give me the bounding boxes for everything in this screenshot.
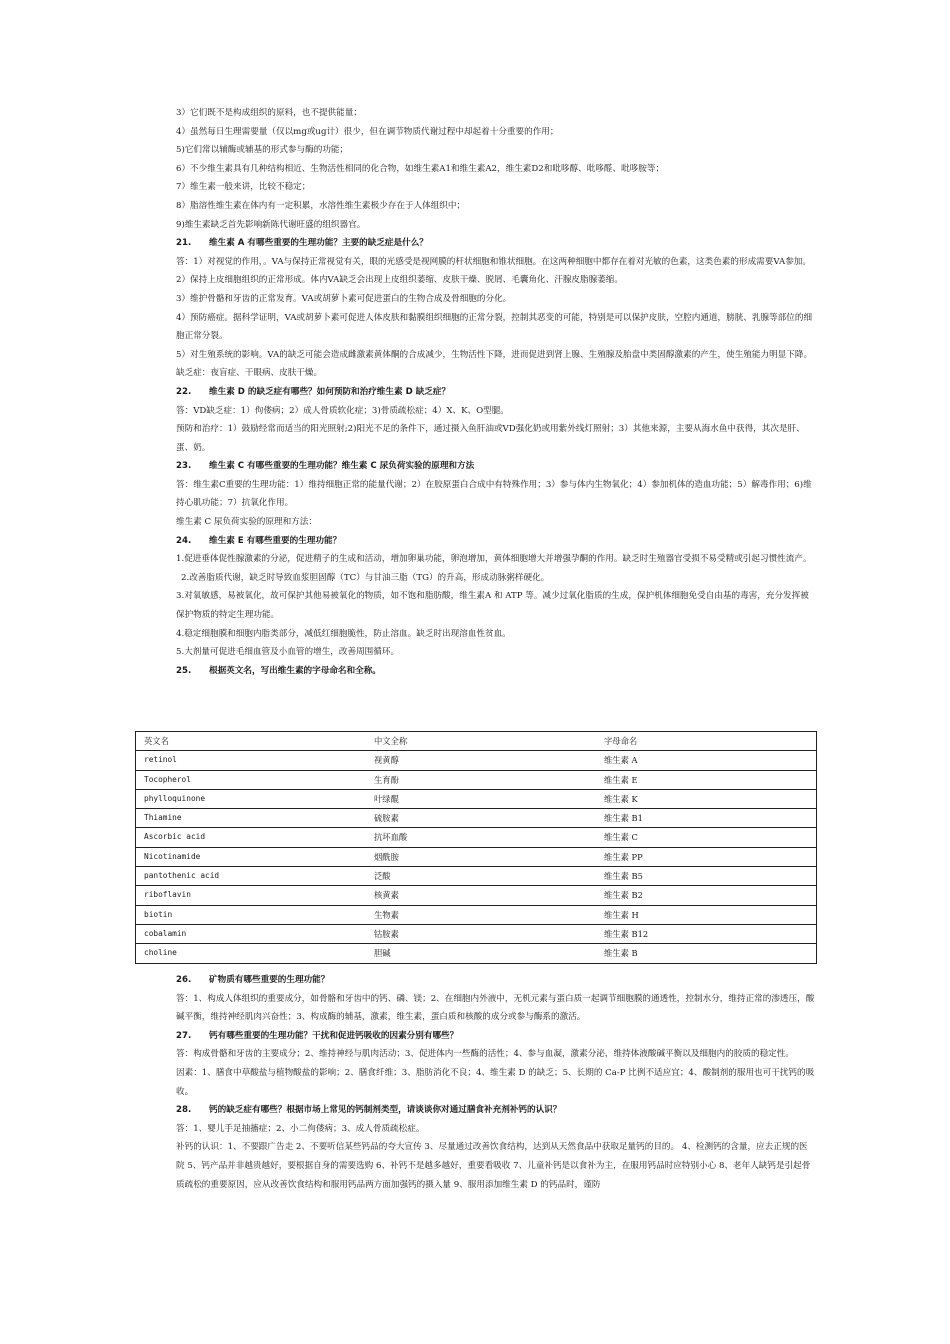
paragraph: 4）虽然每日生理需要量（仅以mg或ug计）很少，但在调节物质代谢过程中却起着十分重要的作用；	[176, 126, 559, 137]
answer-paragraph: 因素：1、膳食中草酸盐与植物酸盐的影响；2、膳食纤维；3、脂肪消化不良；4、维生素 D 的缺乏；5、长期的 Ca-P 比例不适应宜；4、酸制剂的服用也可干扰钙的吸收。	[176, 1067, 815, 1097]
english-name-cell: phylloquinone	[136, 789, 367, 808]
question-heading-21	[176, 234, 816, 253]
letter-name-cell: 维生素 B1	[596, 809, 817, 828]
question-title: 钙有哪些重要的生理功能？干扰和促进钙吸收的因素分别有哪些？	[209, 1030, 459, 1041]
english-name-cell: riboflavin	[136, 886, 367, 905]
question-number: 24.	[176, 535, 192, 546]
answer-paragraph: 答：1、构成人体组织的重要成分，如骨骼和牙齿中的钙、磷、镁；2、在细胞内外液中，无机元素与蛋白质一起调节细胞膜的通透性，控制水分，维持正常的渗透压，酸碱平衡，维持神经肌肉兴奋性；3、构成酶的辅基，激素，维生素，蛋白质和核酸的成分或参与酶系的激活。	[176, 993, 815, 1023]
table-row	[136, 789, 817, 808]
paragraph: 3）它们既不是构成组织的原料，也不提供能量；	[176, 108, 362, 118]
table-row	[136, 751, 817, 770]
table-row	[136, 847, 817, 866]
chinese-name-cell: 叶绿醌	[366, 789, 596, 808]
letter-name-cell: 维生素 B	[596, 944, 817, 963]
answer-paragraph: 答：维生素C重要的生理功能：1）维持细胞正常的能量代谢；2）在胶原蛋白合成中有特殊作用；3）参与体内生物氧化；4）参加机体的造血功能；5）解毒作用；6)维持心肌功能；7）抗氧化作用。	[176, 479, 812, 509]
chinese-name-cell: 生物素	[366, 905, 596, 924]
paragraph: 6）不少维生素具有几种结构相近、生物活性相同的化合物，如维生素A1和维生素A2，维生素D2和吡哆醇、吡哆醛、吡哆胺等；	[176, 163, 665, 174]
answer-paragraph: 4.稳定细胞膜和细胞内脂类部分，减低红细胞脆性，防止溶血。缺乏时出现溶血性贫血。	[176, 628, 511, 639]
table-row	[136, 828, 817, 847]
paragraph: 8）脂溶性维生素在体内有一定积累，水溶性维生素极少存在于人体组织中；	[176, 200, 466, 211]
question-heading-25	[176, 662, 816, 681]
english-name-cell: Thiamine	[136, 809, 367, 828]
question-number: 23.	[176, 461, 192, 472]
letter-name-cell: 维生素 B12	[596, 924, 817, 943]
document-body	[176, 104, 816, 680]
question-number: 25.	[176, 665, 192, 676]
answer-paragraph: 5.大剂量可促进毛细血管及小血管的增生，改善周围循环。	[176, 647, 400, 658]
question-heading-24	[176, 532, 816, 551]
answer-paragraph: 4）预防癌症。据科学证明，VA或胡萝卜素可促进人体皮肤和黏膜组织细胞的正常分裂，控制其恶变的可能，特别是可以保护皮肤，空腔内通道，膀胱、乳腺等部位的细胞正常分裂。	[176, 312, 813, 342]
question-title: 维生素 D 的缺乏症有哪些？如何预防和治疗维生素 D 缺乏症？	[209, 386, 451, 397]
answer-paragraph: 3）维护骨骼和牙齿的正常发育。VA或胡萝卜素可促进蛋白的生物合成及骨细胞的分化。	[176, 293, 512, 304]
answer-paragraph: 答：1）对视觉的作用，。VA与保持正常视觉有关，眼的光感受是视网膜的杆状细胞和锥状细胞。在这两种细胞中都存在着对光敏的色素，这类色素的形成需要VA参加。	[176, 256, 811, 267]
chinese-name-cell: 视黄醇	[366, 751, 596, 770]
letter-name-cell: 维生素 E	[596, 770, 817, 789]
question-number: 28.	[176, 1105, 192, 1116]
question-number: 22.	[176, 386, 192, 397]
chinese-name-cell: 钴胺素	[366, 924, 596, 943]
question-title: 维生素 E 有哪些重要的生理功能？	[209, 535, 342, 546]
letter-name-cell: 维生素 C	[596, 828, 817, 847]
answer-paragraph: 答：1、婴儿手足抽搐症；2、小二佝偻病；3、成人骨质疏松症。	[176, 1123, 425, 1134]
paragraph: 9)维生素缺乏首先影响新陈代谢旺盛的组织器官。	[176, 219, 366, 230]
english-name-cell: Nicotinamide	[136, 847, 367, 866]
chinese-name-cell: 硫胺素	[366, 809, 596, 828]
paragraph: 7）维生素一般来讲，比较不稳定；	[176, 182, 311, 193]
english-name-cell: pantothenic acid	[136, 867, 367, 886]
question-heading-27	[176, 1027, 816, 1046]
question-number: 27.	[176, 1030, 192, 1041]
column-header: 英文名	[136, 732, 367, 751]
table-row	[136, 770, 817, 789]
letter-name-cell: 维生素 K	[596, 789, 817, 808]
vitamin-table	[135, 731, 817, 964]
table-row	[136, 867, 817, 886]
answer-paragraph: 2）保持上皮细胞组织的正常形成。体内VA缺乏会出现上皮组织萎缩、皮肤干燥、脱屑、毛囊角化、汗腺皮脂腺萎缩。	[176, 275, 623, 286]
letter-name-cell: 维生素 B5	[596, 867, 817, 886]
question-title: 钙的缺乏症有哪些？根据市场上常见的钙制剂类型，请谈谈你对通过膳食补充剂补钙的认识？	[209, 1105, 562, 1116]
english-name-cell: retinol	[136, 751, 367, 770]
question-number: 21.	[176, 238, 192, 249]
document-body-continued	[176, 971, 816, 1194]
answer-paragraph: 1.促进垂体促性腺激素的分泌，促进精子的生成和活动，增加卵巢功能，卵泡增加，黄体细胞增大并增强孕酮的作用。缺乏时生殖器官受损不易受精或引起习惯性流产。	[176, 554, 812, 565]
english-name-cell: Tocopherol	[136, 770, 367, 789]
table-row	[136, 809, 817, 828]
letter-name-cell: 维生素 B2	[596, 886, 817, 905]
chinese-name-cell: 抗坏血酸	[366, 828, 596, 847]
english-name-cell: cobalamin	[136, 924, 367, 943]
answer-paragraph: 答：构成骨骼和牙齿的主要成分；2、维持神经与肌肉活动；3、促进体内一些酶的活性；4、参与血凝，激素分泌，维持体液酸碱平衡以及细胞内的胶质的稳定性。	[176, 1049, 794, 1060]
table-row	[136, 924, 817, 943]
chinese-name-cell: 核黄素	[366, 886, 596, 905]
question-number: 26.	[176, 975, 192, 985]
chinese-name-cell: 胆碱	[366, 944, 596, 963]
question-title: 维生素 C 有哪些重要的生理功能？维生素 C 尿负荷实验的原理和方法	[209, 461, 475, 472]
chinese-name-cell: 生育酚	[366, 770, 596, 789]
answer-paragraph: 2.改善脂质代谢，缺乏时导致血浆胆固醇（TC）与甘油三脂（TG）的升高，形成动脉粥样硬化。	[181, 572, 550, 583]
chinese-name-cell: 烟酰胺	[366, 847, 596, 866]
question-heading-23	[176, 457, 816, 476]
answer-paragraph: 3.对氧敏感，易被氧化，故可保护其他易被氧化的物质，如不饱和脂肪酸，维生素A 和 ATP 等。减少过氧化脂质的生成，保护机体细胞免受自由基的毒害，充分发挥被保护物质的特定生理功能。	[176, 591, 809, 621]
english-name-cell: choline	[136, 944, 367, 963]
paragraph: 5)它们常以辅酶或辅基的形式参与酶的功能；	[176, 145, 349, 156]
question-title: 矿物质有哪些重要的生理功能？	[209, 975, 330, 985]
question-title: 维生素 A 有哪些重要的生理功能？主要的缺乏症是什么？	[209, 238, 428, 249]
question-heading-28	[176, 1101, 816, 1120]
column-header: 中文全称	[366, 732, 596, 751]
letter-name-cell: 维生素 A	[596, 751, 817, 770]
answer-paragraph: 答：VD缺乏症：1）佝偻病；2）成人骨质软化症；3)骨质疏松症；4）X、K、O型腿。	[176, 405, 509, 416]
question-title: 根据英文名，写出维生素的字母命名和全称。	[209, 665, 381, 676]
letter-name-cell: 维生素 PP	[596, 847, 817, 866]
chinese-name-cell: 泛酸	[366, 867, 596, 886]
question-heading-26	[176, 971, 816, 990]
letter-name-cell: 维生素 H	[596, 905, 817, 924]
column-header: 字母命名	[596, 732, 817, 751]
answer-paragraph: 缺乏症：夜盲症、干眼病、皮肤干燥。	[176, 368, 323, 379]
answer-paragraph: 补钙的认识：1、不要跟广告走 2、不要听信某些钙品的夸大宣传 3、尽量通过改善饮食结构，达到从天然食品中获取足量钙的目的。 4、检测钙的含量，应去正规的医院 5、钙产品并非越贵越好，要根据自身的需要选购 6、补钙不是越多越好，重要看吸收 7、儿童补钙是以食补为主，在服用钙品时应特别小心 8、老年人缺钙是引起骨质疏松的重要原因，应从改善饮食结构和服用钙品两方面加强钙的摄入量 9、服用添加维生素 D 的钙品时，谨防	[176, 1142, 811, 1190]
table-header-row	[136, 732, 817, 751]
answer-paragraph: 预防和治疗：1）鼓励经常而适当的阳光照射;2)阳光不足的条件下，通过摄入鱼肝油或VD强化奶或用紫外线灯照射；3）其他来源，主要从海水鱼中获得，其次是肝、蛋、奶。	[176, 424, 805, 453]
table-row	[136, 905, 817, 924]
table-row	[136, 944, 817, 963]
english-name-cell: Ascorbic acid	[136, 828, 367, 847]
english-name-cell: biotin	[136, 905, 367, 924]
answer-paragraph: 5）对生殖系统的影响。VA的缺乏可能会造成雌激素黄体酮的合成减少，生物活性下降，进而促进到肾上腺、生殖腺及胎盘中类固醇激素的产生，使生殖能力明显下降。	[176, 349, 813, 360]
answer-paragraph: 维生素 C 尿负荷实验的原理和方法：	[176, 517, 317, 528]
table-row	[136, 886, 817, 905]
question-heading-22	[176, 383, 816, 402]
